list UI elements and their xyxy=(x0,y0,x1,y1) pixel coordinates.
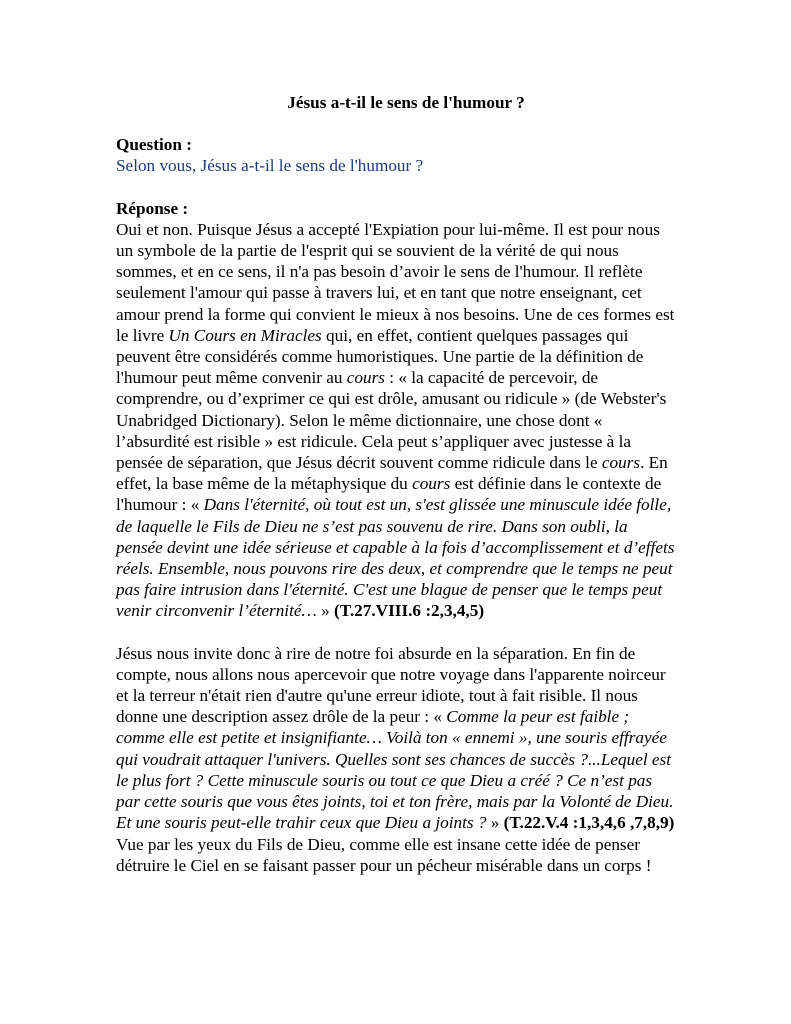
question-label: Question : xyxy=(116,135,192,155)
p1-text-6: » xyxy=(316,601,334,621)
question-text: Selon vous, Jésus a-t-il le sens de l'humour ? xyxy=(116,156,424,176)
answer-label: Réponse : xyxy=(116,198,189,218)
p1-text-3: : « la capacité de percevoir, de comprendre, ou d’exprimer ce qui est drôle, amusant ou ridicule » (de Webster's Unabridged Dictionary). Selon le même dictionnaire, une chose dont « l’absurdité est risible » est ridicule. Cela peut s’appliquer avec justesse à la pensée de séparation, que Jésus décrit souvent comme ridicule dans le xyxy=(116,368,667,473)
book-title: Un Cours en Miracles xyxy=(168,325,322,345)
p1-text-5: est définie dans le contexte de l'humour : « xyxy=(116,474,662,515)
p1-text-1: Oui et non. Puisque Jésus a accepté l'Expiation pour lui-même. Il est pour nous un symbole de la partie de l'esprit qui se souvient de la vérité de qui nous sommes, et en ce sens, il n'a pas besoin d’avoir le sens de l'humour. Il reflète seulement l'amour qui passe à travers lui, et en tant que notre enseignant, cet amour prend la forme qui convient le mieux à nos besoins. Une de ces formes est le livre xyxy=(116,219,675,345)
answer-paragraph-2 xyxy=(116,643,676,876)
answer-paragraph-1 xyxy=(116,219,676,622)
document-title: Jésus a-t-il le sens de l'humour ? xyxy=(287,93,525,112)
document-page xyxy=(116,92,676,897)
cours-word-1: cours xyxy=(346,368,385,388)
cours-word-2: cours xyxy=(601,453,641,473)
p2-text-1: Jésus nous invite donc à rire de notre foi absurde en la séparation. En fin de compte, nous allons nous apercevoir que notre voyage dans l'apparente noirceur et la terreur n'était rien d'autre qu'une erreur idiote, tout à fait risible. Il nous donne une description assez drôle de la peur : « xyxy=(116,643,666,727)
p1-text-2: qui, en effet, contient quelques passages qui peuvent être considérés comme humoristiques. Une partie de la définition de l'humour peut même convenir au xyxy=(116,325,644,388)
p2-text-3: Vue par les yeux du Fils de Dieu, comme elle est insane cette idée de penser détruire le Ciel en se faisant passer pour un pécheur misérable dans un corps ! xyxy=(116,834,652,875)
reference-2: (T.22.V.4 :1,3,4,6 ,7,8,9) xyxy=(503,813,675,833)
reference-1: (T.27.VIII.6 :2,3,4,5) xyxy=(333,601,485,621)
quote-1: Dans l'éternité, où tout est un, s'est glissée une minuscule idée folle, de laquelle le Fils de Dieu ne s’est pas souvenu de rire. Dans son oubli, la pensée devint une idée sérieuse et capable à la fois d’accomplissement et d’effets réels. Ensemble, nous pouvons rire des deux, et comprendre que le temps ne peut pas faire intrusion dans l'éternité. C'est une blague de penser que le temps peut venir circonvenir l’éternité… xyxy=(116,495,675,621)
quote-2: Comme la peur est faible ; comme elle est petite et insignifiante… Voilà ton « ennemi », une souris effrayée qui voudrait attaquer l'univers. Quelles sont ses chances de succès ?...Lequel est le plus fort ? Cette minuscule souris ou tout ce que Dieu a créé ? Ce n’est pas par cette souris que vous êtes joints, toi et ton frère, mais par la Volonté de Dieu. Et une souris peut-elle trahir ceux que Dieu a joints ? xyxy=(116,707,674,833)
cours-word-3: cours xyxy=(412,474,451,494)
p1-text-4: . En effet, la base même de la métaphysique du xyxy=(116,453,668,494)
p2-text-2: » xyxy=(486,813,504,833)
